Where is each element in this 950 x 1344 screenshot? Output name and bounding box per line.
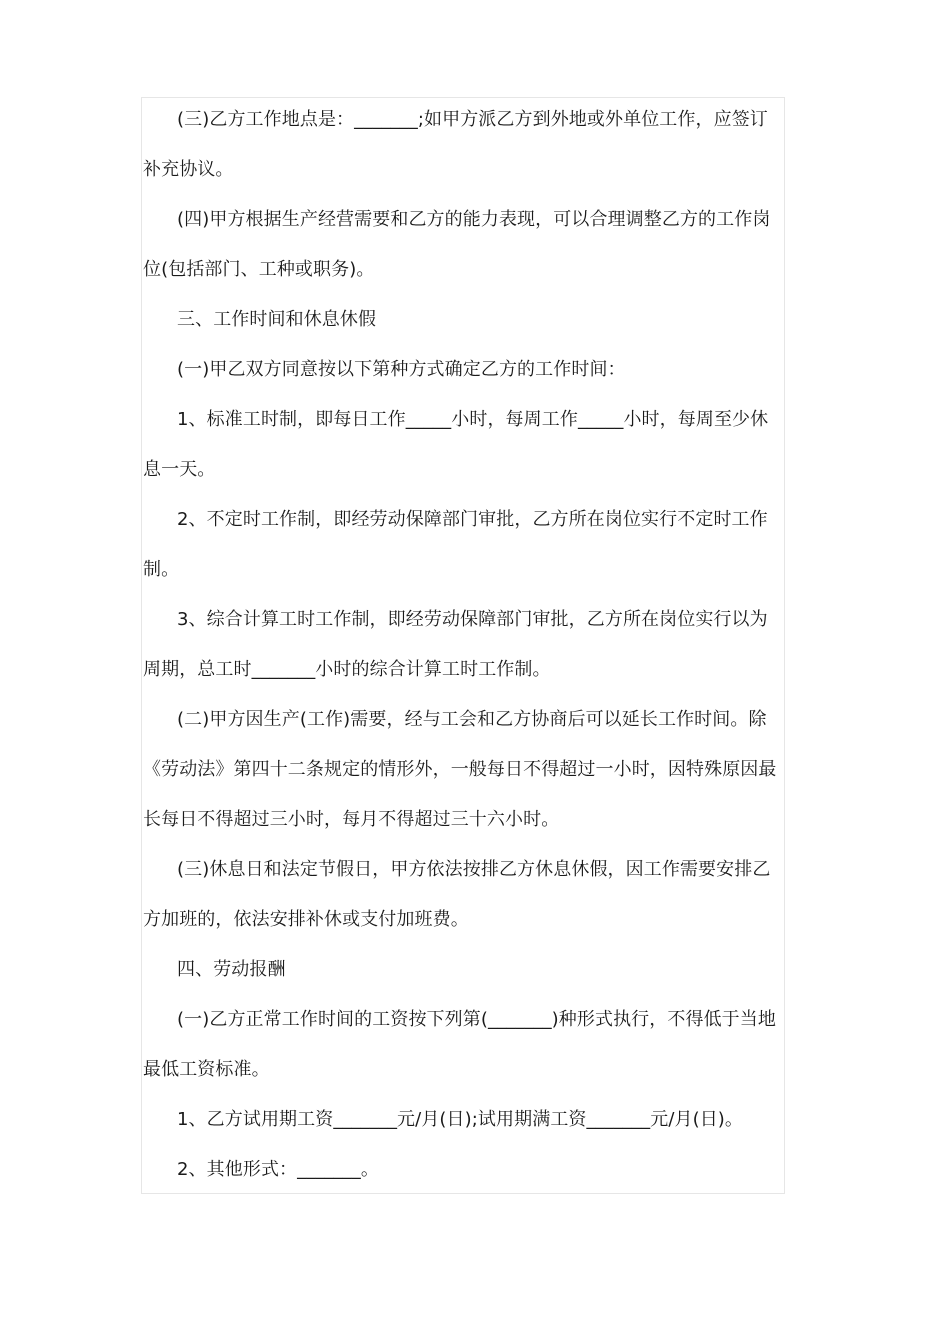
paragraph-working-hours-method: (一)甲乙双方同意按以下第种方式确定乙方的工作时间：	[177, 359, 626, 380]
paragraph-probation-wage: 1、乙方试用期工资_______元/月(日);试用期满工资_______元/月(日)。	[177, 1109, 744, 1130]
paragraph-overtime: (二)甲方因生产(工作)需要，经与工会和乙方协商后可以延长工作时间。除《劳动法》第四十二条规定的情形外，一般每日不得超过一小时，因特殊原因最长每日不得超过三小时，每月不得超过三十六小时。	[143, 709, 777, 830]
paragraph-standard-hours: 1、标准工时制，即每日工作_____小时，每周工作_____小时，每周至少休息一天。	[143, 409, 769, 480]
paragraph-work-location: (三)乙方工作地点是：_______;如甲方派乙方到外地或外单位工作，应签订补充协议。	[143, 109, 768, 180]
section-heading-remuneration: 四、劳动报酬	[177, 959, 286, 980]
document-body	[143, 95, 785, 1195]
section-heading-working-hours: 三、工作时间和休息休假	[177, 309, 377, 330]
paragraph-wage-form: (一)乙方正常工作时间的工资按下列第(_______)种形式执行，不得低于当地最低工资标准。	[143, 1009, 776, 1080]
paragraph-other-form: 2、其他形式：_______。	[177, 1159, 379, 1180]
paragraph-position-adjustment: (四)甲方根据生产经营需要和乙方的能力表现，可以合理调整乙方的工作岗位(包括部门、工种或职务)。	[143, 209, 771, 280]
paragraph-flexible-hours: 2、不定时工作制，即经劳动保障部门审批，乙方所在岗位实行不定时工作制。	[143, 509, 768, 580]
paragraph-comprehensive-hours: 3、综合计算工时工作制，即经劳动保障部门审批，乙方所在岗位实行以为周期，总工时_______小时的综合计算工时工作制。	[143, 609, 768, 680]
paragraph-rest-days: (三)休息日和法定节假日，甲方依法按排乙方休息休假，因工作需要安排乙方加班的，依法安排补休或支付加班费。	[143, 859, 771, 930]
